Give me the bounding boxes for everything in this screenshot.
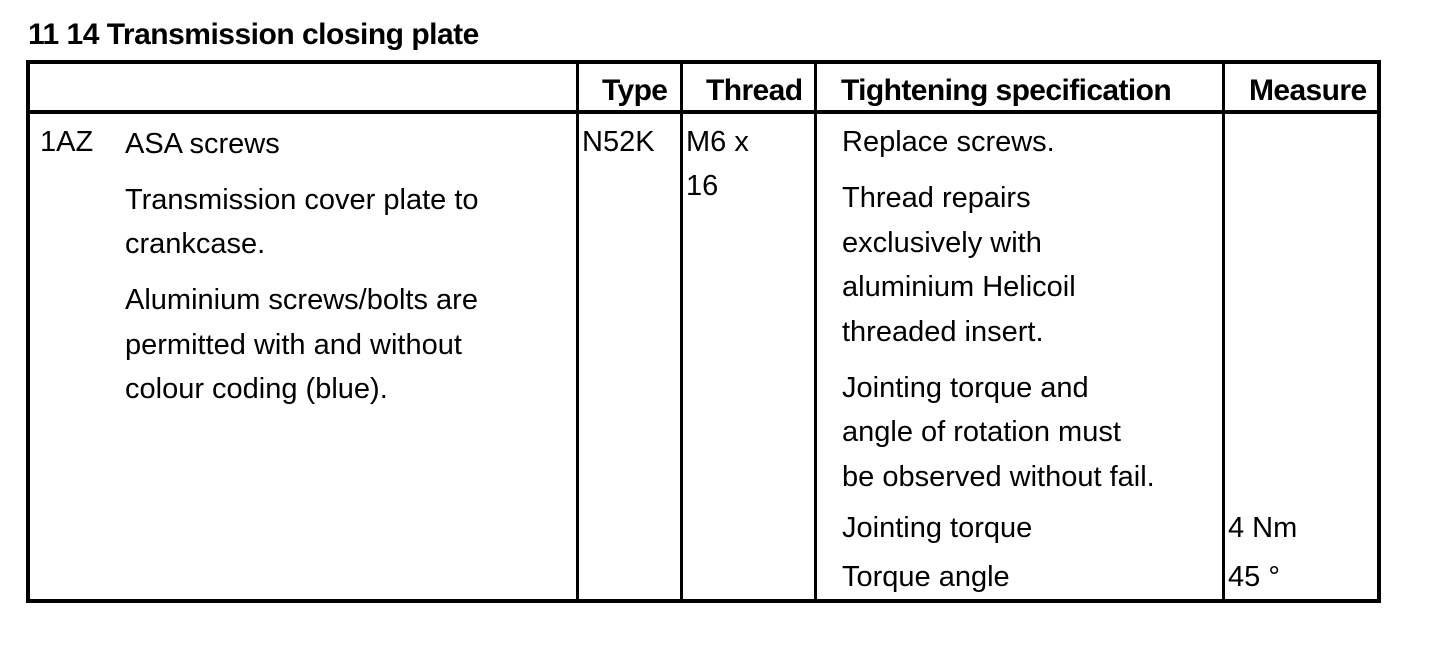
spec-line: aluminium Helicoil [842, 271, 1076, 303]
header-thread: Thread [706, 74, 803, 107]
measure-jointing-torque: 4 Nm [1228, 512, 1298, 544]
description-line: colour coding (blue). [125, 373, 388, 405]
header-type: Type [602, 74, 668, 107]
thread-value: 16 [686, 170, 719, 202]
spec-line: exclusively with [842, 227, 1042, 259]
spec-line: Replace screws. [842, 126, 1055, 158]
spec-line: Jointing torque and [842, 372, 1089, 404]
spec-line: Thread repairs [842, 182, 1031, 214]
type-value: N52K [582, 126, 655, 158]
part-name: ASA screws [125, 128, 280, 160]
description-line: Aluminium screws/bolts are [125, 284, 478, 316]
spec-jointing-torque: Jointing torque [842, 512, 1033, 544]
description-line: Transmission cover plate to [125, 184, 479, 216]
header-divider [30, 110, 1377, 114]
page-title: 11 14 Transmission closing plate [28, 18, 479, 51]
row-id: 1AZ [40, 126, 94, 158]
description-line: crankcase. [125, 228, 266, 260]
spec-line: be observed without fail. [842, 461, 1155, 493]
column-divider [814, 64, 817, 599]
measure-torque-angle: 45 ° [1228, 561, 1280, 593]
header-tightening-specification: Tightening specification [841, 74, 1172, 107]
spec-table [26, 60, 1381, 603]
header-measure: Measure [1249, 74, 1367, 107]
spec-torque-angle: Torque angle [842, 561, 1010, 593]
thread-value: M6 x [686, 126, 749, 158]
column-divider [680, 64, 683, 599]
spec-line: angle of rotation must [842, 416, 1121, 448]
spec-line: threaded insert. [842, 316, 1044, 348]
column-divider [1222, 64, 1225, 599]
column-divider [576, 64, 579, 599]
description-line: permitted with and without [125, 329, 462, 361]
